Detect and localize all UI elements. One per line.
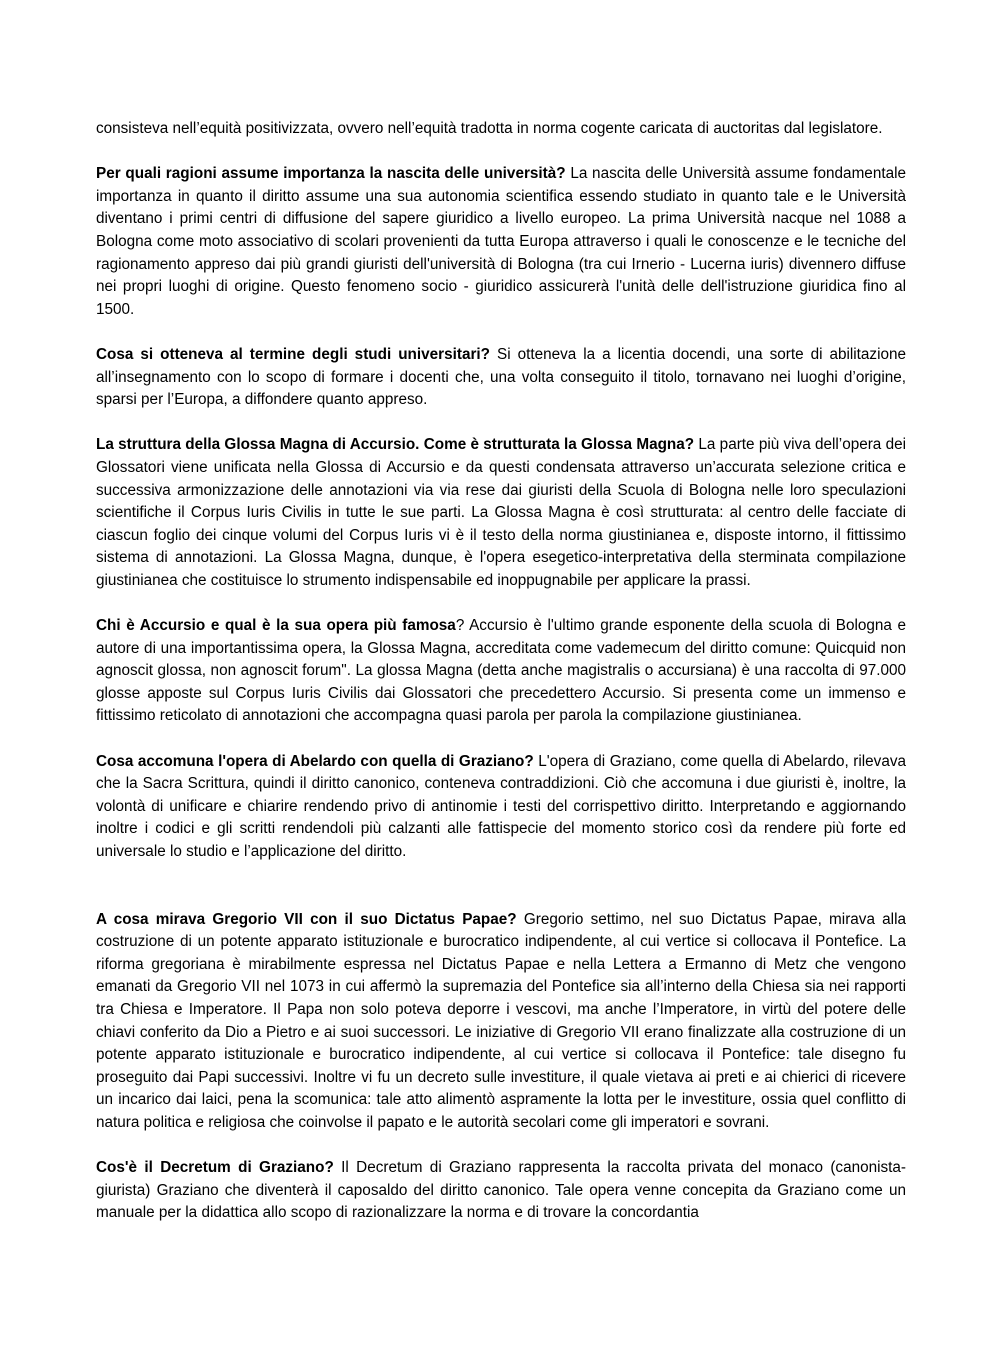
paragraph-glossa-magna [96, 434, 906, 592]
paragraph-universita [96, 163, 906, 321]
paragraph-text: Il Decretum di Graziano rappresenta la raccolta privata del monaco (canonista-giurista) Graziano che diventerà il caposaldo del diritto canonico. Tale opera venne concepita da Graziano come un manuale per la didattica allo scopo di razionalizzare la norma e di trovare la concordantia [96, 1159, 906, 1222]
paragraph-decretum [96, 1157, 906, 1225]
question-heading: La struttura della Glossa Magna di Accursio. Come è strutturata la Glossa Magna? [96, 436, 695, 454]
paragraph-accursio [96, 615, 906, 728]
question-heading: Chi è Accursio e qual è la sua opera più famosa [96, 617, 456, 635]
question-heading: A cosa mirava Gregorio VII con il suo Dictatus Papae? [96, 910, 517, 928]
paragraph-text: La parte più viva dell’opera dei Glossatori viene unificata nella Glossa di Accursio e da questi condensata attraverso un’accurata selezione critica e successiva armonizzazione delle annotazioni via via rese dai giuristi della Scuola di Bologna nelle loro speculazioni scientifiche il Corpus Iuris Civilis in tutte le sue parti. La Glossa Magna è così strutturata: al centro delle facciate di ciascun foglio dei cinque volumi del Corpus Iuris vi è il testo della norma giustinianea e, disposte intorno, il fittissimo sistema di annotazioni. La Glossa Magna, dunque, è l'opera esegetico-interpretativa della sterminata compilazione giustinianea che costituisce lo strumento indispensabile ed inoppugnabile per applicare la prassi. [96, 436, 906, 589]
document-page [96, 118, 906, 1248]
question-heading: Per quali ragioni assume importanza la nascita delle università? [96, 165, 566, 183]
paragraph-studi-universitari [96, 344, 906, 412]
paragraph-text: La nascita delle Università assume fondamentale importanza in quanto il diritto assume una sua autonomia scientifica essendo studiato in quanto tale e le Università diventano i primi centri di diffusione del sapere giuridico a livello europeo. La prima Università nacque nel 1088 a Bologna come moto associativo di scolari provenienti da tutta Europa attraverso i quali le conoscenze e le tecniche del ragionamento appreso dai più grandi giuristi dell'università di Bologna (tra cui Irnerio - Lucerna iuris) divennero diffuse nei propri luoghi di origine. Questo fenomeno socio - giuridico assicurerà l'unità delle dell'istruzione giuridica fino al 1500. [96, 165, 906, 318]
paragraph-abelardo-graziano [96, 751, 906, 864]
question-heading: Cos'è il Decretum di Graziano? [96, 1159, 334, 1177]
paragraph-equita [96, 118, 906, 141]
paragraph-text: consisteva nell’equità positivizzata, ovvero nell’equità tradotta in norma cogente caricata di auctoritas dal legislatore. [96, 120, 883, 137]
question-heading: Cosa accomuna l'opera di Abelardo con quella di Graziano? [96, 752, 534, 770]
paragraph-text: ? Accursio è l'ultimo grande esponente della scuola di Bologna e autore di una importantissima opera, la Glossa Magna, accreditata come vademecum del diritto comune: Quicquid non agnoscit glossa, non agnoscit forum". La glossa Magna (detta anche magistralis o accursiana) è una raccolta di 97.000 glosse apposte sul Corpus Iuris Civilis dai Glossatori che precedettero Accursio. Si presenta come un immenso e fittissimo reticolato di annotazioni che accompagna quasi parola per parola la compilazione giustinianea. [96, 617, 906, 725]
paragraph-gregorio-vii [96, 909, 906, 1135]
paragraph-text: Si otteneva la a licentia docendi, una sorte di abilitazione all’insegnamento con lo scopo di formare i docenti che, una volta conseguito il titolo, tornavano nei luoghi d’origine, sparsi per l’Europa, a diffondere quanto appreso. [96, 345, 906, 409]
question-heading: Cosa si otteneva al termine degli studi universitari? [96, 345, 491, 363]
paragraph-text: Gregorio settimo, nel suo Dictatus Papae, mirava alla costruzione di un potente apparato istituzionale e burocratico indipendente, al cui vertice si collocava il Pontefice. La riforma gregoriana è mirabilmente espressa nel Dictatus Papae e nella Lettera a Ermanno di Metz che vengono emanati da Gregorio VII nel 1073 in cui affermò la supremazia del Pontefice sia all’interno della Chiesa sia nei rapporti tra Chiesa e Imperatore. Il Papa non solo poteva deporre i vescovi, ma anche l’Imperatore, in virtù del potere delle chiavi conferito da Dio a Pietro e ai suoi successori. Le iniziative di Gregorio VII erano finalizzate alla costruzione di un potente apparato istituzionale e burocratico indipendente, al cui vertice si collocava il Pontefice: tale disegno fu proseguito dai Papi successivi. Inoltre vi fu un decreto sulle investiture, il quale vietava ai preti e ai chierici di ricevere un incarico dai laici, pena la scomunica: tale atto alimentò aspramente la lotta per le investiture, ossia quel conflitto di natura politica e religiosa che coinvolse il papato e le autorità secolari come gli imperatori e sovrani. [96, 910, 906, 1131]
paragraph-text: L'opera di Graziano, come quella di Abelardo, rilevava che la Sacra Scrittura, quindi il diritto canonico, conteneva contraddizioni. Ciò che accomuna i due giuristi è, inoltre, la volontà di unificare e chiarire rendendo privo di antinomie i testi del corrispettivo diritto. Interpretando e aggiornando inoltre i codici e gli scritti rendendoli più calzanti alle fattispecie del momento storico così da rendere più forte ed universale lo studio e l’applicazione del diritto. [96, 752, 906, 860]
